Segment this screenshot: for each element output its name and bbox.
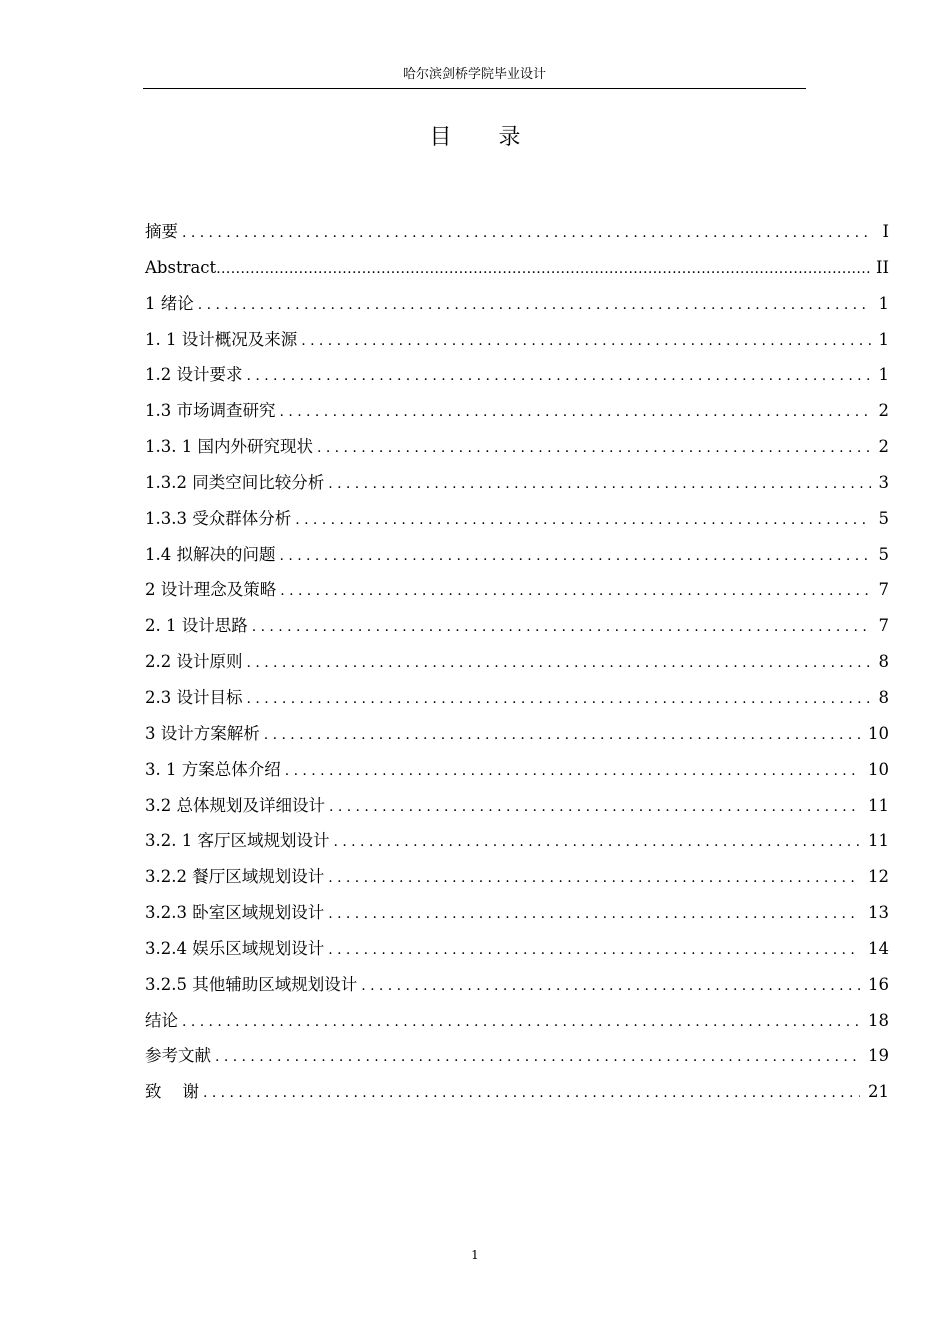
toc-entry-label: 2. 1 设计思路 <box>145 616 248 636</box>
toc-entry-label: 1.3.2 同类空间比较分析 <box>145 472 325 492</box>
toc-dot-leader <box>247 359 871 395</box>
toc-dot-leader <box>252 610 871 646</box>
toc-entry-page: 7 <box>878 580 889 600</box>
toc-entry-page: 3 <box>878 472 889 492</box>
toc-entry-label: 1.3 市场调查研究 <box>145 401 276 421</box>
toc-dot-leader <box>328 897 860 933</box>
toc-entry-abstract-en[interactable] <box>145 250 889 286</box>
toc-entry-label: 2 设计理念及策略 <box>145 580 277 600</box>
toc-entry-label: 1.3.3 受众群体分析 <box>145 508 292 528</box>
toc-entry-page: 8 <box>878 687 889 707</box>
toc-entry-page: I <box>882 222 889 241</box>
toc-dot-leader <box>264 718 860 754</box>
toc-entry-2-3[interactable] <box>145 680 889 716</box>
toc-dot-leader <box>328 933 860 969</box>
toc-entry-page: 21 <box>868 1082 889 1102</box>
toc-entry-3-2-5[interactable] <box>145 967 889 1003</box>
toc-entry-page: 2 <box>878 401 889 421</box>
toc-entry-page: 1 <box>878 329 889 349</box>
toc-title: 目 录 <box>429 125 541 150</box>
toc-entry-label: 1.2 设计要求 <box>145 365 243 385</box>
table-of-contents <box>145 214 889 1110</box>
toc-entry-page: 1 <box>878 293 889 313</box>
toc-entry-label: 1. 1 设计概况及来源 <box>145 329 298 349</box>
toc-entry-conclusion[interactable] <box>145 1003 889 1039</box>
toc-entry-label: 摘要 <box>145 222 178 241</box>
toc-entry-3-2[interactable] <box>145 788 889 824</box>
toc-entry-page: 7 <box>878 616 889 636</box>
toc-entry-page: 11 <box>868 795 889 815</box>
toc-entry-acknowledgements[interactable] <box>145 1074 889 1110</box>
toc-dot-leader <box>361 969 860 1005</box>
toc-entry-page: 8 <box>878 652 889 672</box>
toc-entry-label: 参考文献 <box>145 1046 211 1066</box>
toc-dot-leader <box>198 288 871 324</box>
toc-entry-page: 13 <box>868 903 889 923</box>
toc-entry-3-2-1[interactable] <box>145 823 889 859</box>
toc-dot-leader <box>280 574 870 610</box>
page-number: 1 <box>471 1248 479 1262</box>
toc-dot-leader <box>285 754 860 790</box>
toc-entry-2-2[interactable] <box>145 644 889 680</box>
toc-entry-label: 3.2.2 餐厅区域规划设计 <box>145 867 325 887</box>
toc-dot-leader <box>317 431 871 467</box>
toc-entry-page: 10 <box>868 723 889 743</box>
toc-entry-label: 1.3. 1 国内外研究现状 <box>145 437 313 457</box>
header-divider <box>143 88 806 89</box>
toc-entry-page: 5 <box>878 508 889 528</box>
toc-entry-page: 14 <box>868 938 889 958</box>
toc-entry-3-2-3[interactable] <box>145 895 889 931</box>
toc-dot-leader <box>216 252 870 288</box>
toc-dot-leader <box>280 395 871 431</box>
toc-dot-leader <box>203 1076 860 1112</box>
toc-entry-3-1[interactable] <box>145 752 889 788</box>
toc-entry-label: 3.2 总体规划及详细设计 <box>145 795 325 815</box>
toc-entry-2-1[interactable] <box>145 608 889 644</box>
toc-entry-label: 3.2. 1 客厅区域规划设计 <box>145 831 330 851</box>
toc-entry-1-3-1[interactable] <box>145 429 889 465</box>
toc-entry-label: 3 设计方案解析 <box>145 723 260 743</box>
toc-entry-label: 3. 1 方案总体介绍 <box>145 759 281 779</box>
toc-dot-leader <box>329 790 860 826</box>
toc-entry-page: 19 <box>868 1046 889 1066</box>
toc-dot-leader <box>333 825 860 861</box>
toc-entry-label: 1 绪论 <box>145 293 194 313</box>
toc-entry-1-3-2[interactable] <box>145 465 889 501</box>
toc-entry-chapter-3[interactable] <box>145 716 889 752</box>
toc-entry-label: 3.2.5 其他辅助区域规划设计 <box>145 974 358 994</box>
toc-entry-1-4[interactable] <box>145 537 889 573</box>
toc-entry-page: 16 <box>868 974 889 994</box>
toc-dot-leader <box>328 467 870 503</box>
toc-entry-3-2-2[interactable] <box>145 859 889 895</box>
toc-entry-label: 2.3 设计目标 <box>145 687 243 707</box>
toc-entry-label: 3.2.3 卧室区域规划设计 <box>145 903 325 923</box>
toc-entry-1-3-3[interactable] <box>145 501 889 537</box>
toc-entry-page: 2 <box>878 437 889 457</box>
toc-dot-leader <box>280 539 871 575</box>
toc-entry-label: 1.4 拟解决的问题 <box>145 544 276 564</box>
toc-entry-page: 11 <box>868 831 889 851</box>
toc-entry-abstract-cn[interactable] <box>145 214 889 250</box>
toc-entry-label: Abstract <box>145 257 217 277</box>
toc-dot-leader <box>301 324 870 360</box>
toc-dot-leader <box>295 503 870 539</box>
toc-dot-leader <box>215 1040 860 1076</box>
toc-entry-page: 10 <box>868 759 889 779</box>
toc-entry-label: 2.2 设计原则 <box>145 652 243 672</box>
toc-entry-label: 3.2.4 娱乐区域规划设计 <box>145 938 325 958</box>
toc-entry-page: II <box>875 257 889 277</box>
toc-dot-leader <box>182 216 871 252</box>
toc-entry-chapter-1[interactable] <box>145 286 889 322</box>
toc-entry-3-2-4[interactable] <box>145 931 889 967</box>
toc-entry-page: 1 <box>878 365 889 385</box>
toc-entry-page: 18 <box>868 1010 889 1030</box>
toc-dot-leader <box>247 682 871 718</box>
toc-entry-chapter-2[interactable] <box>145 572 889 608</box>
toc-entry-page: 12 <box>868 867 889 887</box>
toc-entry-1-3[interactable] <box>145 393 889 429</box>
toc-dot-leader <box>182 1005 860 1041</box>
running-header: 哈尔滨剑桥学院毕业设计 <box>402 67 546 82</box>
toc-entry-label: 结论 <box>145 1010 178 1030</box>
toc-dot-leader <box>247 646 871 682</box>
toc-entry-references[interactable] <box>145 1038 889 1074</box>
toc-dot-leader <box>328 861 860 897</box>
toc-entry-1-2[interactable] <box>145 357 889 393</box>
toc-entry-page: 5 <box>878 544 889 564</box>
toc-entry-1-1[interactable] <box>145 322 889 358</box>
toc-entry-label: 致 谢 <box>145 1082 199 1102</box>
